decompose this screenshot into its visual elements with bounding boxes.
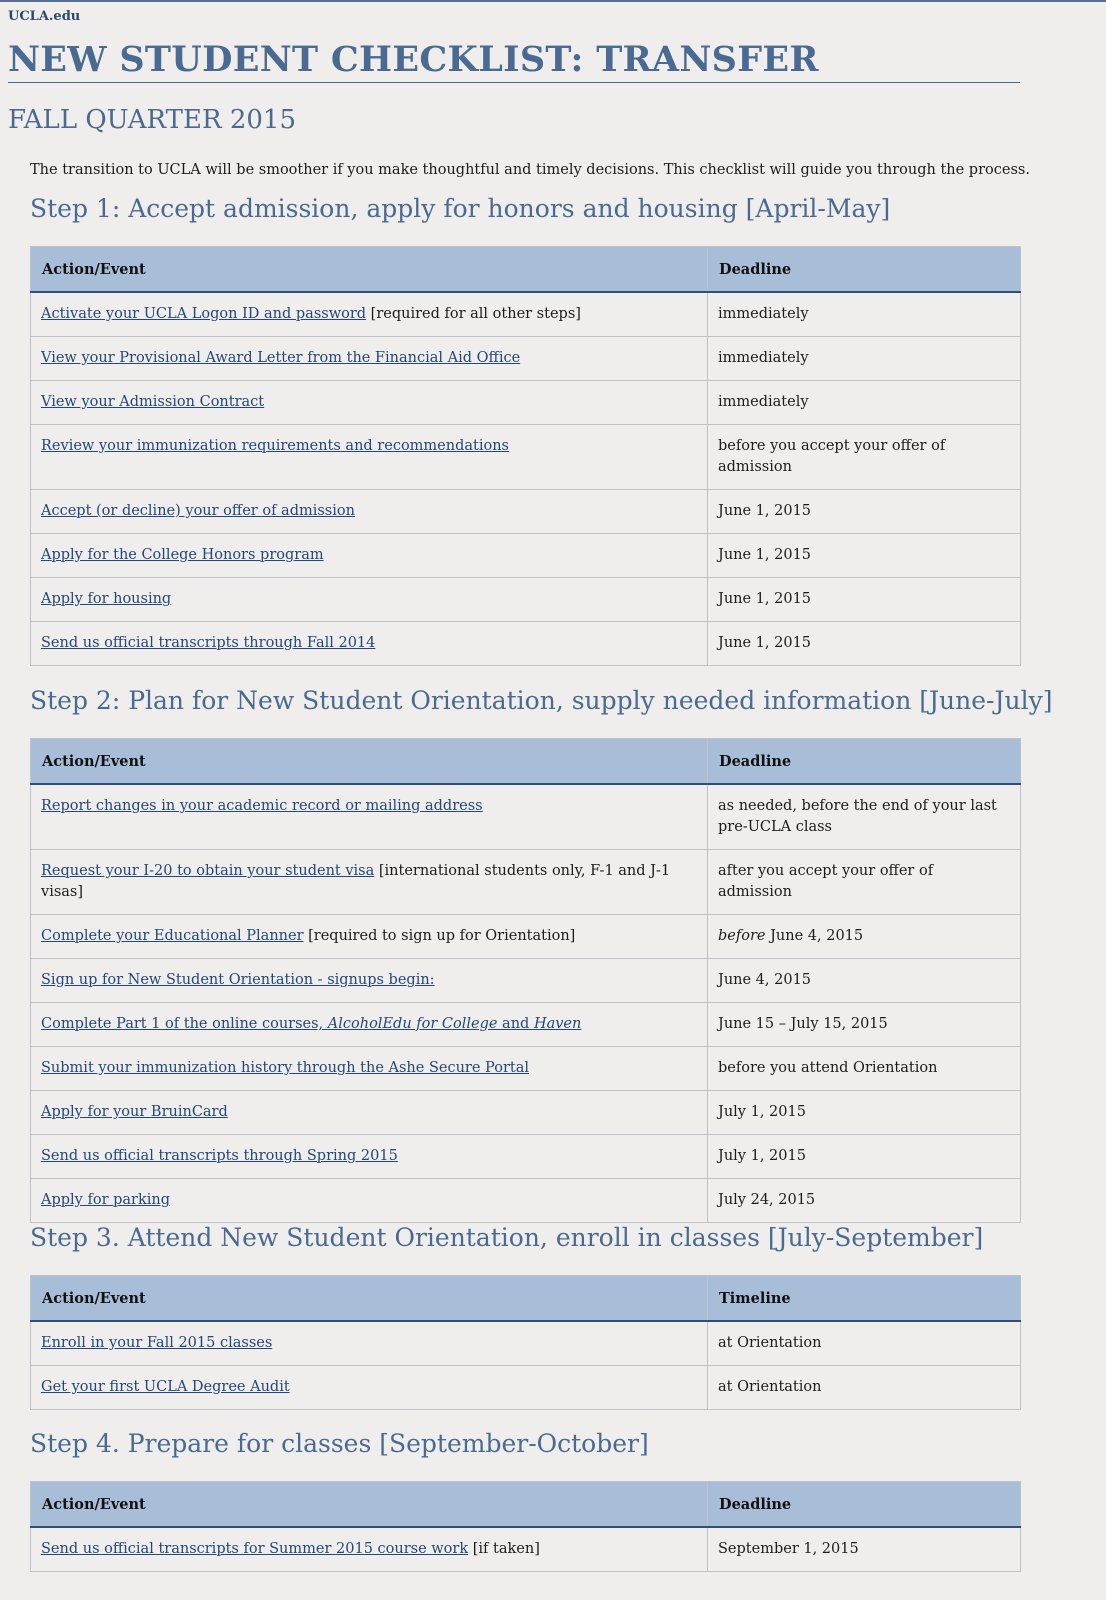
column-header-timeline: Timeline bbox=[708, 1276, 1021, 1322]
deadline-cell: September 1, 2015 bbox=[708, 1527, 1021, 1572]
action-cell bbox=[31, 850, 708, 915]
step-3-heading: Step 3. Attend New Student Orientation, enroll in classes [July-September] bbox=[30, 1223, 984, 1252]
table-row bbox=[31, 1527, 1021, 1572]
action-link[interactable]: Apply for housing bbox=[41, 591, 172, 607]
action-cell bbox=[31, 784, 708, 850]
action-link[interactable]: Accept (or decline) your offer of admission bbox=[41, 503, 355, 519]
action-cell bbox=[31, 534, 708, 578]
table-header-row bbox=[31, 1276, 1021, 1322]
deadline-cell: July 1, 2015 bbox=[708, 1135, 1021, 1179]
step-4-heading: Step 4. Prepare for classes [September-October] bbox=[30, 1429, 649, 1458]
step-1-table bbox=[30, 246, 1021, 666]
table-header-row bbox=[31, 1482, 1021, 1528]
deadline-cell: June 1, 2015 bbox=[708, 622, 1021, 666]
deadline-cell: June 4, 2015 bbox=[708, 959, 1021, 1003]
column-header-deadline: Deadline bbox=[708, 247, 1021, 293]
action-cell bbox=[31, 1135, 708, 1179]
ucla-site-link[interactable]: UCLA.edu bbox=[8, 9, 81, 24]
action-cell bbox=[31, 292, 708, 337]
deadline-cell: June 1, 2015 bbox=[708, 534, 1021, 578]
step-3-table bbox=[30, 1275, 1021, 1410]
table-row bbox=[31, 1047, 1021, 1091]
table-row bbox=[31, 534, 1021, 578]
table-row bbox=[31, 1135, 1021, 1179]
deadline-cell: June 1, 2015 bbox=[708, 490, 1021, 534]
action-link[interactable] bbox=[41, 1016, 581, 1032]
table-row bbox=[31, 490, 1021, 534]
action-cell bbox=[31, 1527, 708, 1572]
timeline-cell: at Orientation bbox=[708, 1321, 1021, 1366]
action-link[interactable]: Enroll in your Fall 2015 classes bbox=[41, 1335, 273, 1351]
deadline-cell bbox=[708, 915, 1021, 959]
step-2-table bbox=[30, 738, 1021, 1223]
action-cell bbox=[31, 1047, 708, 1091]
action-cell bbox=[31, 490, 708, 534]
table-row bbox=[31, 337, 1021, 381]
column-header-action: Action/Event bbox=[31, 739, 708, 785]
action-link[interactable]: Send us official transcripts through Spring 2015 bbox=[41, 1148, 398, 1164]
table-row bbox=[31, 292, 1021, 337]
action-link[interactable]: Apply for your BruinCard bbox=[41, 1104, 228, 1120]
table-row bbox=[31, 622, 1021, 666]
deadline-date: June 4, 2015 bbox=[765, 928, 864, 944]
table-row bbox=[31, 915, 1021, 959]
column-header-action: Action/Event bbox=[31, 1276, 708, 1322]
table-row bbox=[31, 381, 1021, 425]
deadline-cell: as needed, before the end of your last pre-UCLA class bbox=[708, 784, 1021, 850]
table-header-row bbox=[31, 739, 1021, 785]
action-cell bbox=[31, 1321, 708, 1366]
link-text: Complete Part 1 of the online courses, bbox=[41, 1016, 328, 1032]
action-note: [required to sign up for Orientation] bbox=[303, 928, 576, 944]
action-link[interactable]: Submit your immunization history through the Ashe Secure Portal bbox=[41, 1060, 529, 1076]
action-link[interactable]: Report changes in your academic record or mailing address bbox=[41, 798, 483, 814]
action-cell bbox=[31, 578, 708, 622]
action-note: [required for all other steps] bbox=[366, 306, 581, 322]
deadline-emphasis: before bbox=[718, 928, 766, 944]
action-cell bbox=[31, 381, 708, 425]
action-note: [international students only, F-1 and J-1 visas] bbox=[41, 863, 671, 900]
table-row bbox=[31, 425, 1021, 490]
page-title: NEW STUDENT CHECKLIST: TRANSFER bbox=[8, 40, 1020, 83]
column-header-deadline: Deadline bbox=[708, 739, 1021, 785]
table-row bbox=[31, 1366, 1021, 1410]
deadline-cell: June 1, 2015 bbox=[708, 578, 1021, 622]
action-cell bbox=[31, 1366, 708, 1410]
action-cell bbox=[31, 1179, 708, 1223]
table-header-row bbox=[31, 247, 1021, 293]
top-border-line bbox=[0, 0, 1106, 2]
table-row bbox=[31, 1003, 1021, 1047]
timeline-cell: at Orientation bbox=[708, 1366, 1021, 1410]
course-name-alcoholedu: AlcoholEdu for College bbox=[327, 1016, 498, 1032]
column-header-deadline: Deadline bbox=[708, 1482, 1021, 1528]
action-cell bbox=[31, 337, 708, 381]
deadline-cell: June 15 – July 15, 2015 bbox=[708, 1003, 1021, 1047]
action-link[interactable]: Request your I-20 to obtain your student visa bbox=[41, 863, 375, 879]
action-link[interactable]: View your Provisional Award Letter from the Financial Aid Office bbox=[41, 350, 521, 366]
table-row bbox=[31, 1091, 1021, 1135]
table-row bbox=[31, 1179, 1021, 1223]
action-link[interactable]: Send us official transcripts through Fall 2014 bbox=[41, 635, 376, 651]
step-4-table bbox=[30, 1481, 1021, 1572]
table-row bbox=[31, 1321, 1021, 1366]
column-header-action: Action/Event bbox=[31, 247, 708, 293]
action-cell bbox=[31, 1091, 708, 1135]
page-subtitle: FALL QUARTER 2015 bbox=[8, 105, 297, 135]
course-name-haven: Haven bbox=[533, 1016, 582, 1032]
action-cell bbox=[31, 915, 708, 959]
deadline-cell: before you accept your offer of admission bbox=[708, 425, 1021, 490]
action-link[interactable]: Activate your UCLA Logon ID and password bbox=[41, 306, 367, 322]
column-header-action: Action/Event bbox=[31, 1482, 708, 1528]
action-link[interactable]: Review your immunization requirements and recommendations bbox=[41, 438, 509, 454]
deadline-cell: immediately bbox=[708, 337, 1021, 381]
link-text: and bbox=[497, 1016, 534, 1032]
table-row bbox=[31, 784, 1021, 850]
table-row bbox=[31, 578, 1021, 622]
table-row bbox=[31, 850, 1021, 915]
table-row bbox=[31, 959, 1021, 1003]
deadline-cell: after you accept your offer of admission bbox=[708, 850, 1021, 915]
deadline-cell: July 24, 2015 bbox=[708, 1179, 1021, 1223]
action-cell bbox=[31, 1003, 708, 1047]
action-cell bbox=[31, 425, 708, 490]
action-link[interactable]: Send us official transcripts for Summer 2015 course work bbox=[41, 1541, 469, 1557]
action-link[interactable]: Apply for parking bbox=[41, 1192, 171, 1208]
deadline-cell: immediately bbox=[708, 381, 1021, 425]
action-cell bbox=[31, 959, 708, 1003]
action-link[interactable]: Apply for the College Honors program bbox=[41, 547, 324, 563]
action-link[interactable]: Complete your Educational Planner bbox=[41, 928, 304, 944]
deadline-cell: immediately bbox=[708, 292, 1021, 337]
action-note: [if taken] bbox=[468, 1541, 540, 1557]
deadline-cell: before you attend Orientation bbox=[708, 1047, 1021, 1091]
action-cell bbox=[31, 622, 708, 666]
step-2-heading: Step 2: Plan for New Student Orientation, supply needed information [June-July] bbox=[30, 686, 1053, 715]
action-link[interactable]: View your Admission Contract bbox=[41, 394, 265, 410]
deadline-cell: July 1, 2015 bbox=[708, 1091, 1021, 1135]
action-link[interactable]: Sign up for New Student Orientation - signups begin: bbox=[41, 972, 435, 988]
action-link[interactable]: Get your first UCLA Degree Audit bbox=[41, 1379, 290, 1395]
intro-text: The transition to UCLA will be smoother if you make thoughtful and timely decisions. This checklist will guide you through the process. bbox=[30, 162, 1030, 178]
step-1-heading: Step 1: Accept admission, apply for honors and housing [April-May] bbox=[30, 194, 891, 223]
